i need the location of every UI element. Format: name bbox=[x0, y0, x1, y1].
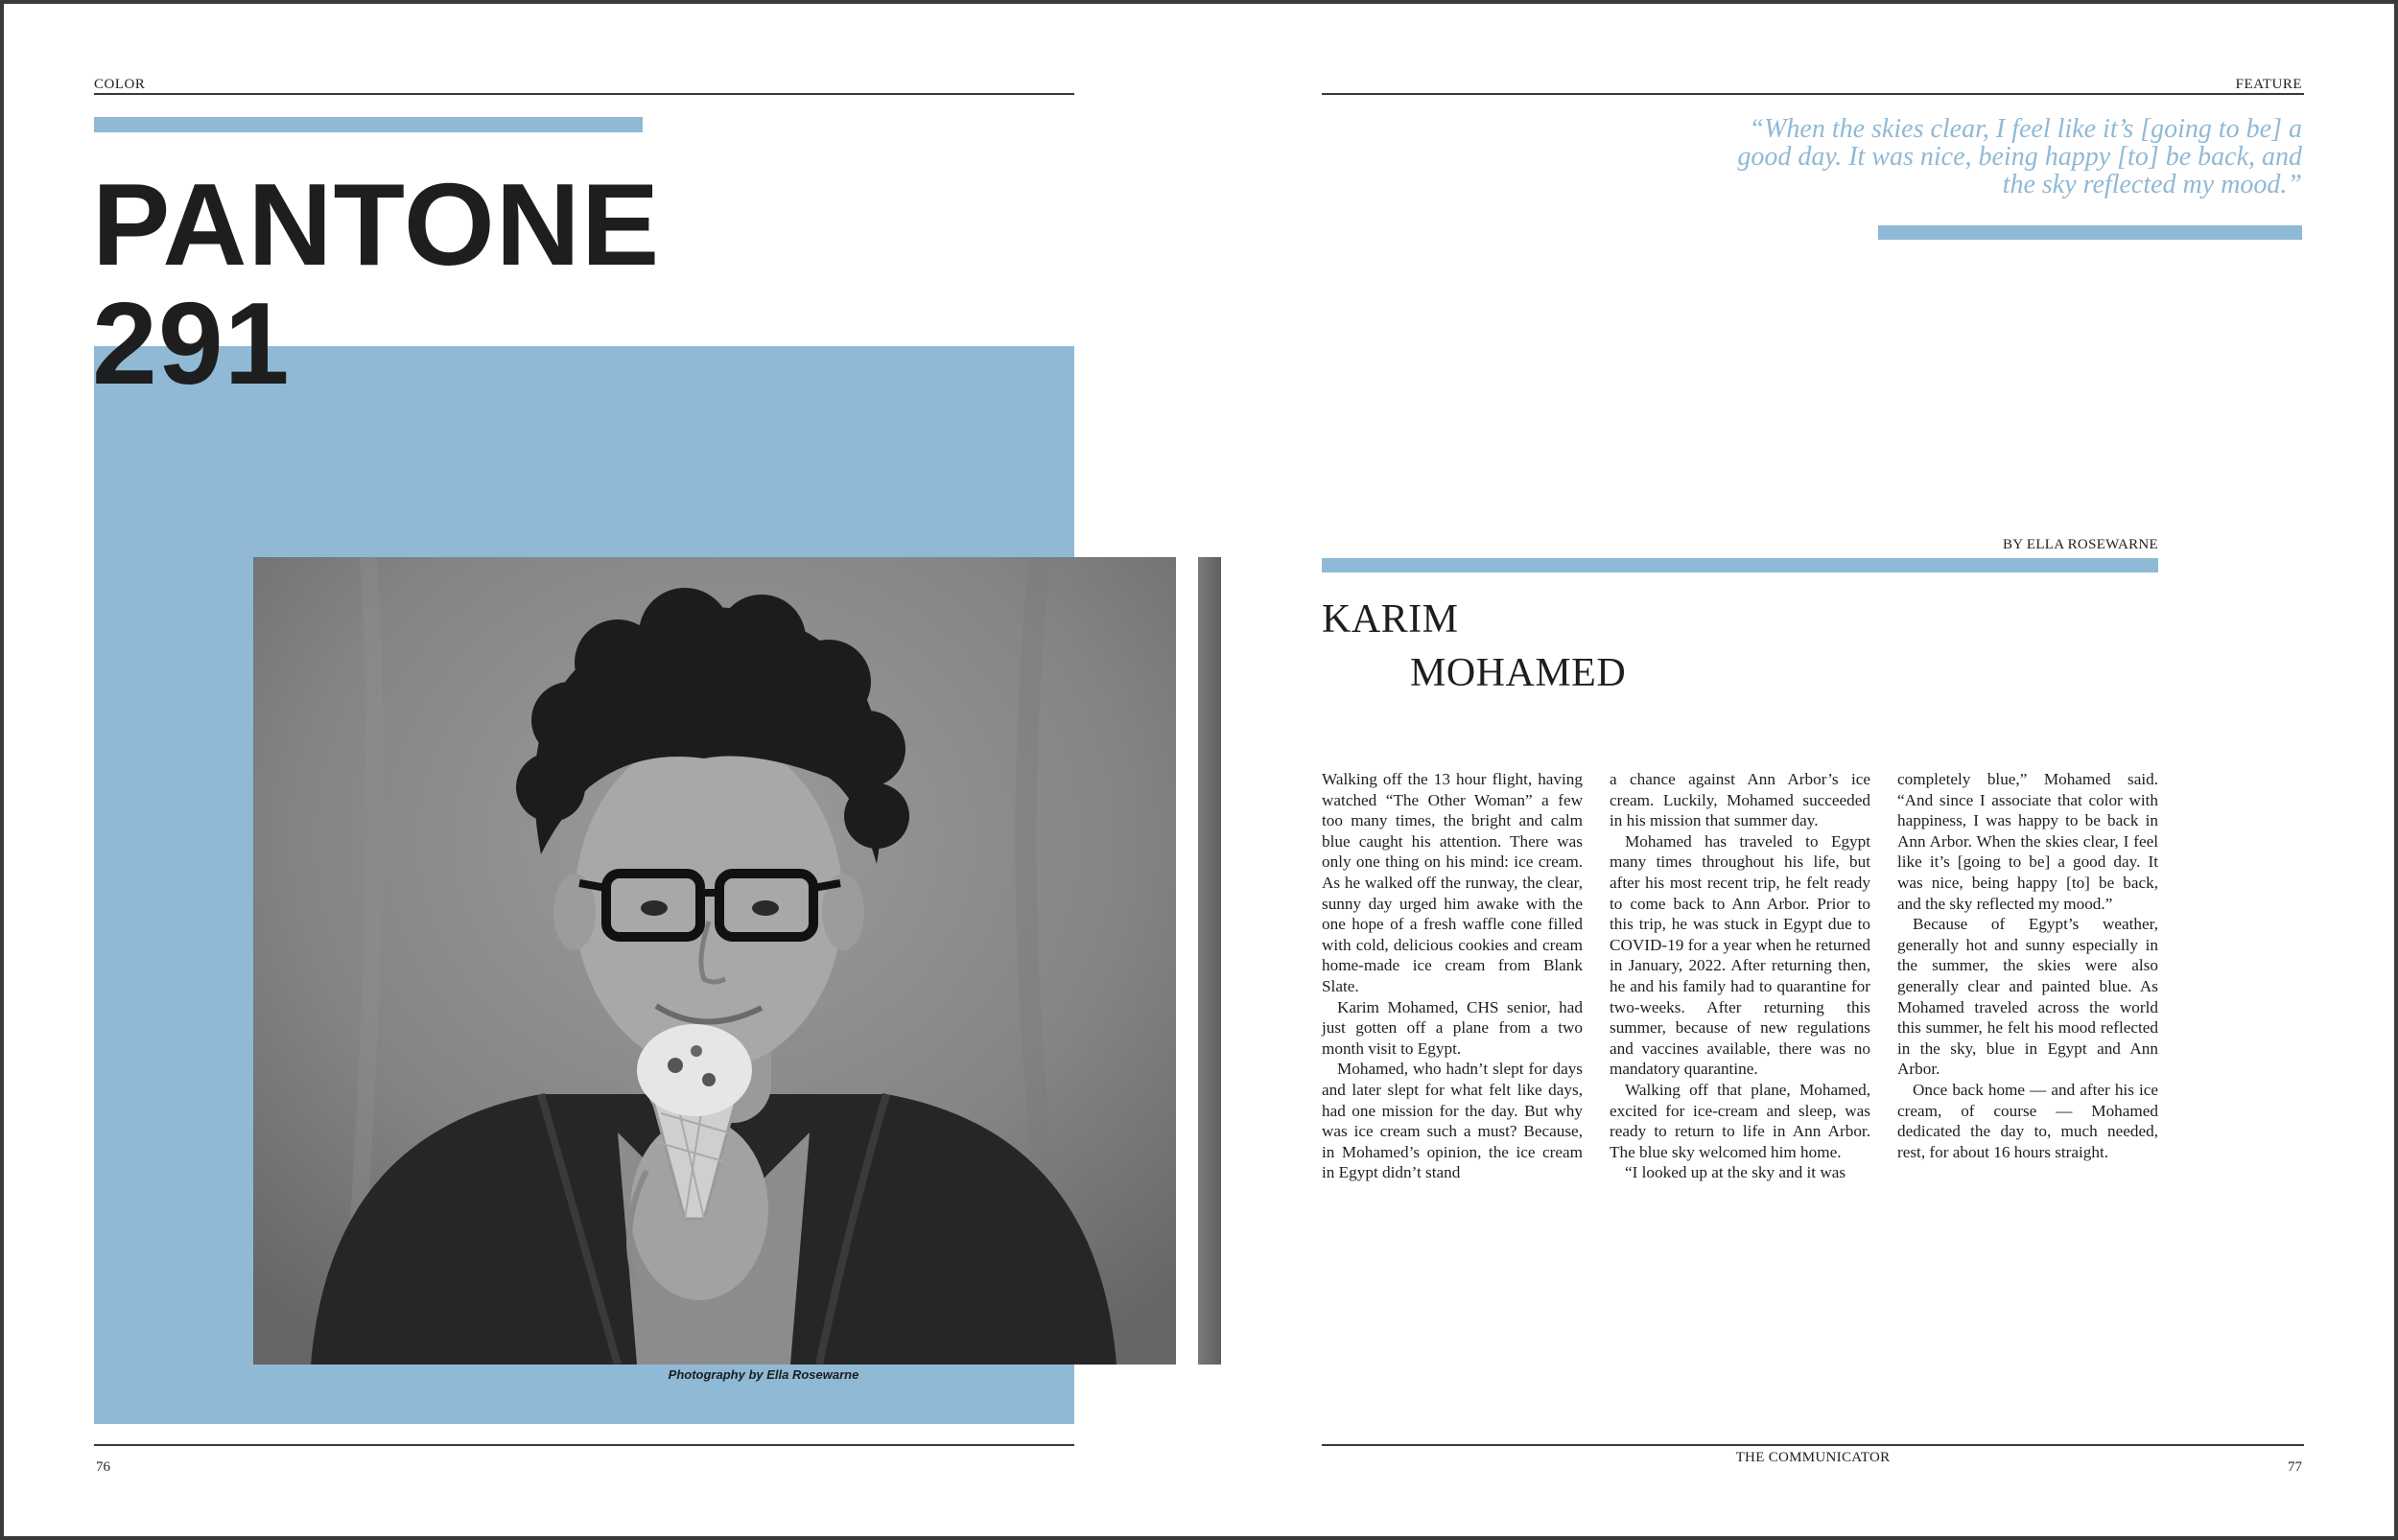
bottom-rule-right bbox=[1322, 1444, 2304, 1446]
article-title-line-1: KARIM bbox=[1322, 597, 1459, 642]
portrait-illustration bbox=[253, 557, 1176, 1365]
pull-quote: “When the skies clear, I feel like it’s [going to be] a good day. It was nice, being happy [to] be back, and the sky reflected my mood.” bbox=[1737, 114, 2302, 199]
paragraph: completely blue,” Mohamed said. “And since I associate that color with happiness, I was happy to be back in Ann Arbor. When the skies clear, I feel like it’s [going to be] a good day. It was nice, being happy [to] be back, and the sky reflected my mood.” bbox=[1897, 770, 2158, 913]
section-label-left: COLOR bbox=[94, 77, 146, 92]
photo-edge-strip bbox=[1198, 557, 1221, 1365]
top-rule-left bbox=[94, 93, 1074, 95]
paragraph: Walking off that plane, Mohamed, excited for ice-cream and sleep, was ready to return to life in Ann Arbor. The blue sky welcomed him home. bbox=[1610, 1080, 1870, 1161]
accent-bar-left bbox=[94, 117, 643, 132]
portrait-photo bbox=[253, 557, 1176, 1365]
page-number-right: 77 bbox=[2288, 1459, 2302, 1475]
publication-name: THE COMMUNICATOR bbox=[1735, 1450, 1891, 1465]
body-column-1 bbox=[1322, 769, 1583, 1183]
top-rule-right bbox=[1322, 93, 2304, 95]
title-accent-bar bbox=[1322, 558, 2158, 572]
paragraph: Mohamed, who hadn’t slept for days and later slept for what felt like days, had one mission for the day. But why was ice cream such a must? Because, in Mohamed’s opinion, the ice cream in Egypt didn’t stand bbox=[1322, 1060, 1583, 1182]
page-headline bbox=[92, 159, 661, 408]
paragraph: “I looked up at the sky and it was bbox=[1625, 1163, 1846, 1182]
page-number-left: 76 bbox=[96, 1459, 110, 1475]
article-title-line-2: MOHAMED bbox=[1410, 651, 1627, 695]
body-column-2 bbox=[1610, 769, 1870, 1183]
headline-line-1: PANTONE bbox=[92, 159, 661, 290]
paragraph: Once back home — and after his ice cream, of course — Mohamed dedicated the day to, much needed, rest, for about 16 hours straight. bbox=[1897, 1080, 2158, 1161]
bottom-rule-left bbox=[94, 1444, 1074, 1446]
byline: BY ELLA ROSEWARNE bbox=[2002, 537, 2158, 552]
paragraph: Mohamed has traveled to Egypt many times throughout his life, but after his most recent trip, he felt ready to come back to Ann Arbor. Prior to this trip, he was stuck in Egypt due to COVID-19 for a year when he returned in January, 2022. After returning then, he and his family had to quarantine for two-weeks. After returning this summer, because of new regulations and vaccines available, there was no mandatory quarantine. bbox=[1610, 831, 1870, 1079]
paragraph: Because of Egypt’s weather, generally hot and sunny especially in the summer, the skies were also generally clear and painted blue. As Mohamed traveled across the world this summer, he felt his mood reflected in the sky, blue in Egypt and Ann Arbor. bbox=[1897, 915, 2158, 1079]
paragraph: Karim Mohamed, CHS senior, had just gotten off a plane from a two month visit to Egypt. bbox=[1322, 997, 1583, 1058]
headline-line-2: 291 bbox=[92, 278, 291, 408]
paragraph: Walking off the 13 hour flight, having watched “The Other Woman” a few too many times, the bright and calm blue caught his attention. There was only one thing on his mind: ice cream. As he walked off the runway, the clear, sunny day urged him awake with the one hope of a fresh waffle cone filled with cold, delicious cookies and cream home-made ice cream from Blank Slate. bbox=[1322, 770, 1583, 995]
accent-bar-right bbox=[1878, 225, 2302, 240]
paragraph: a chance against Ann Arbor’s ice cream. Luckily, Mohamed succeeded in his mission that summer day. bbox=[1610, 770, 1870, 830]
section-label-right: FEATURE bbox=[2235, 77, 2302, 92]
body-column-3 bbox=[1897, 769, 2158, 1162]
photo-caption: Photography by Ella Rosewarne bbox=[668, 1367, 859, 1382]
